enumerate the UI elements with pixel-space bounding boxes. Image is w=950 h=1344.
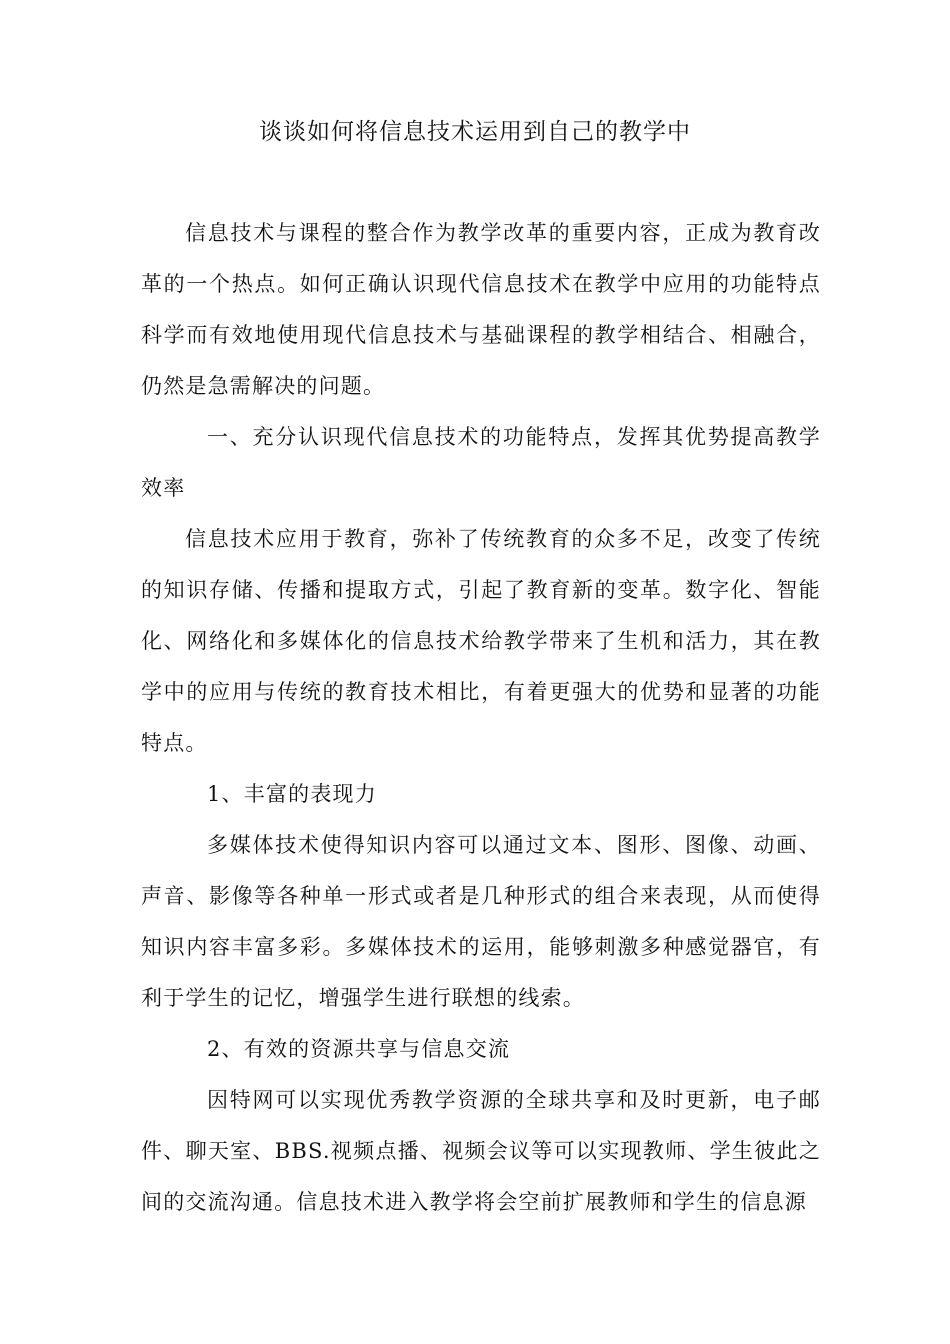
document-title: 谈谈如何将信息技术运用到自己的教学中 [259,119,691,145]
subheading-1: 1、丰富的表现力 [207,782,377,806]
paragraph-section-1: 信息技术应用于教育，弥补了传统教育的众多不足，改变了传统的知识存储、传播和提取方式，引起了教育新的变革。数字化、智能化、网络化和多媒体化的信息技术给教学带来了生机和活力，其在教学中的应用与传统的教育技术相比，有着更强大的优势和显著的功能特点。 [141,527,821,755]
paragraph-subsection-1: 多媒体技术使得知识内容可以通过文本、图形、图像、动画、声音、影像等各种单一形式或者是几种形式的组合来表现，从而使得知识内容丰富多彩。多媒体技术的运用，能够刺激多种感觉器官，有利于学生的记忆，增强学生进行联想的线索。 [141,833,821,1010]
paragraph-subsection-2: 因特网可以实现优秀教学资源的全球共享和及时更新，电子邮件、聊天室、BBS.视频点播、视频会议等可以实现教师、学生彼此之间的交流沟通。信息技术进入教学将会空前扩展教师和学生的信息源 [141,1088,821,1214]
section-heading-1: 一、充分认识现代信息技术的功能特点，发挥其优势提高教学效率 [141,425,821,500]
paragraph-intro: 信息技术与课程的整合作为教学改革的重要内容，正成为教育改革的一个热点。如何正确认识现代信息技术在教学中应用的功能特点科学而有效地使用现代信息技术与基础课程的教学相结合、相融合，仍然是急需解决的问题。 [141,221,821,398]
subheading-2: 2、有效的资源共享与信息交流 [207,1037,511,1061]
document-body [141,208,821,1228]
